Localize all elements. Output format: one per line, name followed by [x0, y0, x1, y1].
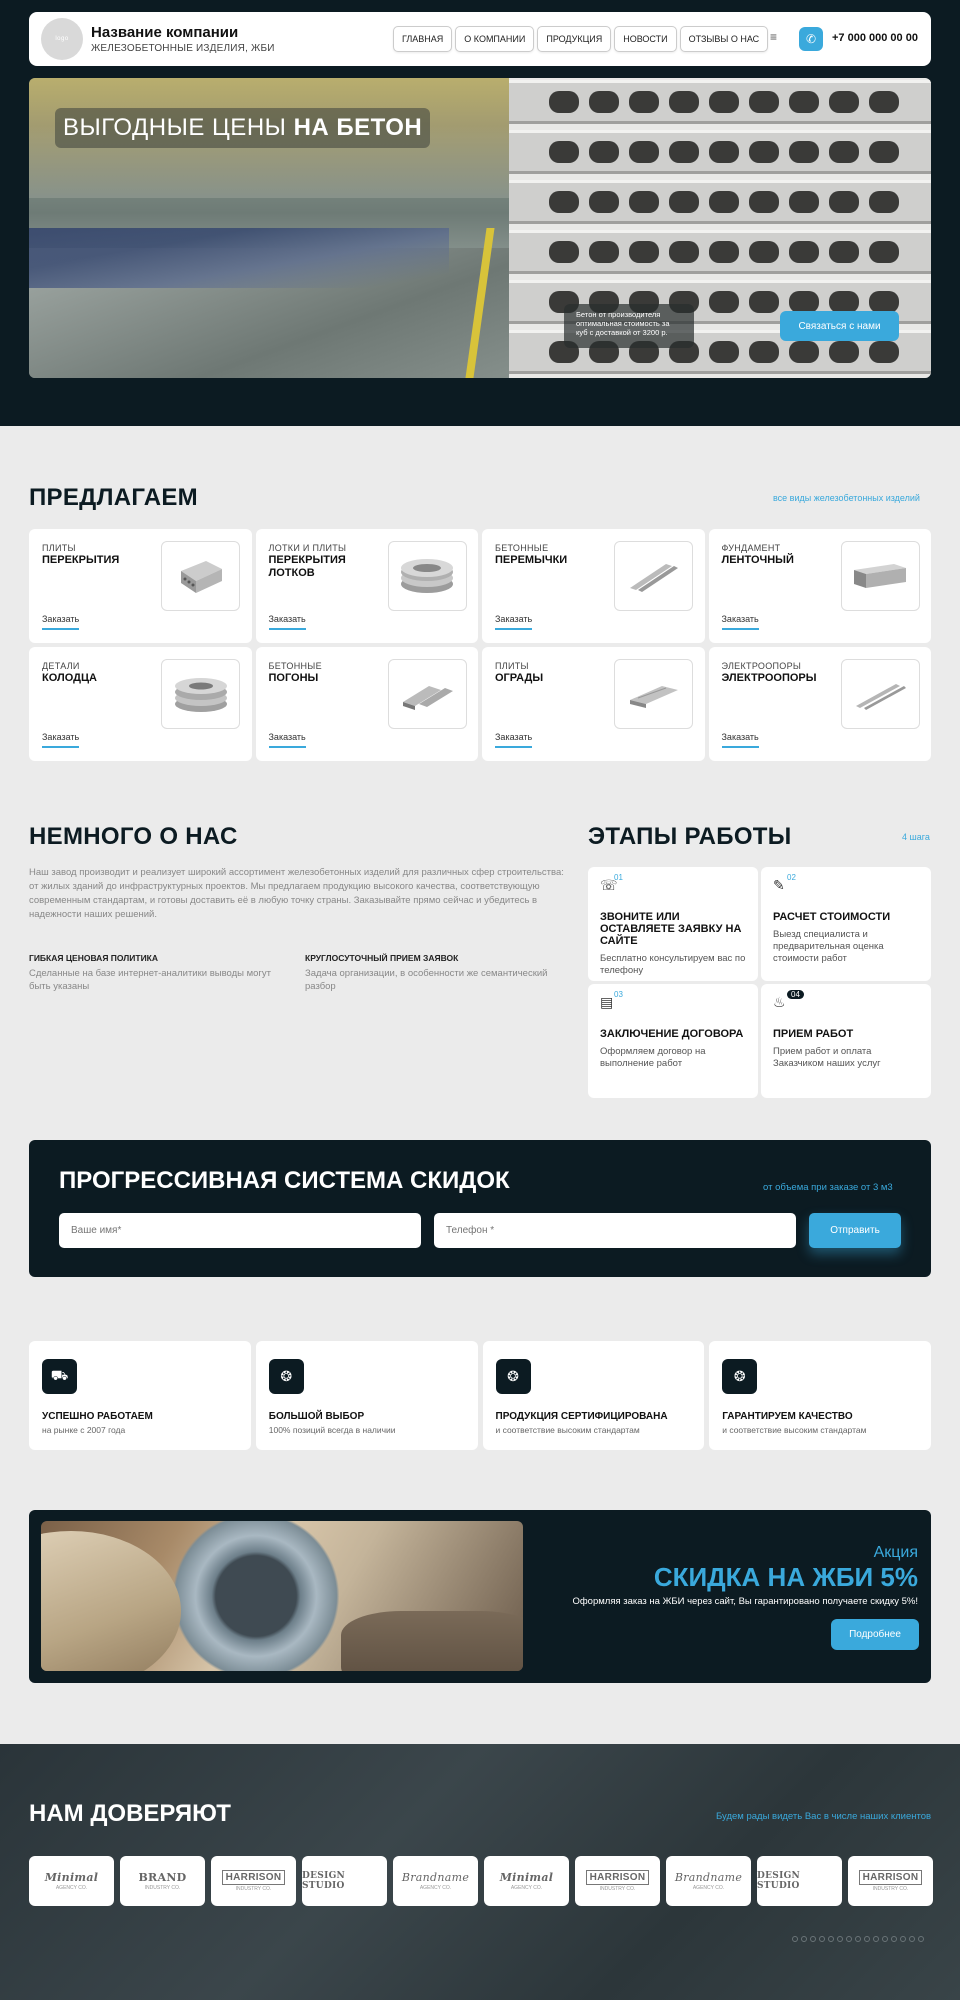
nav-item-products[interactable]: ПРОДУКЦИЯ: [537, 26, 611, 52]
nav-item-about[interactable]: О КОМПАНИИ: [455, 26, 534, 52]
nav-item-reviews[interactable]: ОТЗЫВЫ О НАС: [680, 26, 769, 52]
all-products-link[interactable]: все виды железобетонных изделий: [773, 493, 920, 503]
order-link[interactable]: Заказать: [495, 732, 532, 748]
advantage-title: ГАРАНТИРУЕМ КАЧЕСТВО: [722, 1411, 853, 1422]
phone-number[interactable]: +7 000 000 00 00: [832, 32, 918, 44]
promo-banner: [29, 1510, 931, 1683]
offer-category: ЭЛЕКТРООПОРЫ: [721, 661, 802, 671]
client-logo[interactable]: DESIGN STUDIO: [302, 1856, 387, 1906]
carousel-dot[interactable]: [909, 1936, 915, 1942]
steps-count: 4 шага: [902, 832, 930, 842]
discount-title: ПРОГРЕССИВНАЯ СИСТЕМА СКИДОК: [59, 1167, 510, 1194]
carousel-dot[interactable]: [891, 1936, 897, 1942]
step-desc: Выезд специалиста и предварительная оценка стоимости работ: [773, 929, 884, 964]
lintel-image: [614, 541, 693, 611]
about-feature-desc: Задача организации, в особенности же семантический разбор: [305, 968, 548, 992]
carousel-dot[interactable]: [837, 1936, 843, 1942]
offer-name: ОГРАДЫ: [495, 672, 544, 684]
order-link[interactable]: Заказать: [42, 732, 79, 748]
carousel-dot[interactable]: [792, 1936, 798, 1942]
nav-item-home[interactable]: ГЛАВНАЯ: [393, 26, 452, 52]
fence-panels-image: [614, 659, 693, 729]
order-link[interactable]: Заказать: [269, 614, 306, 630]
offer-name: ЛЕНТОЧНЫЙ: [721, 554, 794, 566]
offer-name: ЭЛЕКТРООПОРЫ: [721, 672, 817, 684]
client-logo[interactable]: Brandname AGENCY CO.: [666, 1856, 751, 1906]
hollow-slab-image: [161, 541, 240, 611]
step-number: 04: [787, 990, 804, 999]
offer-card[interactable]: [256, 529, 479, 643]
order-link[interactable]: Заказать: [722, 732, 759, 748]
advantages-grid: [29, 1341, 931, 1450]
step-title: РАСЧЕТ СТОИМОСТИ: [773, 911, 891, 923]
offer-card[interactable]: [29, 529, 252, 643]
offer-category: БЕТОННЫЕ: [495, 543, 549, 553]
quality-icon: ❂: [722, 1359, 757, 1394]
offer-category: ПЛИТЫ: [495, 661, 529, 671]
offer-card[interactable]: [256, 647, 479, 761]
carousel-dot[interactable]: [846, 1936, 852, 1942]
advantage-title: УСПЕШНО РАБОТАЕМ: [42, 1411, 153, 1422]
client-logo[interactable]: BRAND INDUSTRY CO.: [120, 1856, 205, 1906]
company-name: Название компании: [91, 24, 239, 41]
about-feature: [305, 953, 550, 993]
advantage-title: БОЛЬШОЙ ВЫБОР: [268, 1411, 365, 1422]
hero-image-rails: [29, 228, 449, 288]
beams-image: [388, 659, 467, 729]
nav-item-news[interactable]: НОВОСТИ: [614, 26, 676, 52]
step-number: 02: [787, 873, 796, 882]
offer-name: ПЕРЕМЫЧКИ: [495, 554, 568, 566]
truck-icon: ⛟: [42, 1359, 77, 1394]
client-logo[interactable]: Minimal AGENCY CO.: [29, 1856, 114, 1906]
discount-note: от объема при заказе от 3 м3: [763, 1182, 893, 1193]
advantage-title: ПРОДУКЦИЯ СЕРТИФИЦИРОВАНА: [495, 1411, 668, 1422]
phone-input[interactable]: [434, 1213, 796, 1248]
advantage-desc: и соответствие высоким стандартам: [495, 1425, 640, 1435]
offer-category: ПЛИТЫ: [42, 543, 76, 553]
promo-title: СКИДКА НА ЖБИ 5%: [653, 1562, 918, 1592]
offer-card[interactable]: [482, 529, 705, 643]
order-link[interactable]: Заказать: [722, 614, 759, 630]
discount-form-section: [29, 1140, 931, 1277]
carousel-dot[interactable]: [873, 1936, 879, 1942]
order-link[interactable]: Заказать: [42, 614, 79, 630]
about-feature-title: КРУГЛОСУТОЧНЫЙ ПРИЕМ ЗАЯВОК: [305, 953, 459, 963]
steps-grid: [588, 867, 931, 1098]
offer-category: ЛОТКИ И ПЛИТЫ: [268, 543, 347, 553]
advantage-card: [29, 1341, 251, 1450]
foundation-block-image: [841, 541, 920, 611]
carousel-dot[interactable]: [918, 1936, 924, 1942]
carousel-dot[interactable]: [900, 1936, 906, 1942]
about-feature-desc: Сделанные на базе интернет-аналитики выводы могут быть указаны: [29, 968, 271, 992]
carousel-dot[interactable]: [864, 1936, 870, 1942]
step-title: ПРИЕМ РАБОТ: [773, 1028, 854, 1040]
offer-card[interactable]: [29, 647, 252, 761]
offer-card[interactable]: [709, 529, 932, 643]
about-feature: [29, 953, 274, 993]
contact-us-button[interactable]: Связаться с нами: [780, 311, 899, 341]
steps-title: ЭТАПЫ РАБОТЫ: [588, 823, 792, 850]
step-title: ЗВОНИТЕ ИЛИ ОСТАВЛЯЕТЕ ЗАЯВКУ НА САЙТЕ: [600, 911, 742, 947]
certificate-icon: ❂: [496, 1359, 531, 1394]
submit-button[interactable]: Отправить: [809, 1213, 901, 1248]
calculator-icon: ✎ 02: [773, 873, 796, 893]
company-tagline: ЖЕЛЕЗОБЕТОННЫЕ ИЗДЕЛИЯ, ЖБИ: [91, 43, 275, 54]
promo-desc: Оформляя заказ на ЖБИ через сайт, Вы гарантировано получаете скидку 5%!: [572, 1596, 918, 1607]
order-link[interactable]: Заказать: [495, 614, 532, 630]
step-card: [588, 867, 758, 981]
offers-title: ПРЕДЛАГАЕМ: [29, 484, 198, 511]
brand-block: [91, 24, 275, 54]
contract-icon: ▤ 03: [600, 990, 623, 1010]
main-nav: [393, 26, 768, 52]
offer-category: БЕТОННЫЕ: [268, 661, 322, 671]
company-logo[interactable]: [41, 18, 83, 60]
name-input[interactable]: [59, 1213, 421, 1248]
order-link[interactable]: Заказать: [269, 732, 306, 748]
advantage-card: [709, 1341, 931, 1450]
carousel-dot[interactable]: [810, 1936, 816, 1942]
client-logo[interactable]: HARRISON INDUSTRY CO.: [848, 1856, 933, 1906]
trust-title: НАМ ДОВЕРЯЮТ: [29, 1800, 231, 1827]
offers-grid: [29, 529, 931, 761]
advantage-card: [256, 1341, 478, 1450]
hero-note: Бетон от производителя оптимальная стоимость за куб с доставкой от 3200 р.: [564, 304, 694, 348]
carousel-dots: [792, 1936, 924, 1942]
trust-note: Будем рады видеть Вас в числе наших клиентов: [716, 1811, 932, 1822]
about-feature-title: ГИБКАЯ ЦЕНОВАЯ ПОЛИТИКА: [29, 953, 158, 963]
client-logos: [29, 1856, 933, 1906]
advantage-desc: 100% позиций всегда в наличии: [268, 1425, 396, 1435]
power-poles-image: [841, 659, 920, 729]
call-icon: ☏ 01: [600, 873, 623, 893]
handshake-icon: ♨ 04: [773, 994, 793, 1014]
step-title: ЗАКЛЮЧЕНИЕ ДОГОВОРА: [600, 1028, 744, 1040]
step-card: [588, 984, 758, 1098]
offer-card[interactable]: [709, 647, 932, 761]
step-card: [761, 984, 931, 1098]
step-desc: Оформляем договор на выполнение работ: [600, 1046, 706, 1069]
client-logo[interactable]: HARRISON INDUSTRY CO.: [211, 1856, 296, 1906]
promo-label: Акция: [873, 1544, 918, 1561]
offer-category: ДЕТАЛИ: [42, 661, 80, 671]
step-card: [761, 867, 931, 981]
client-logo[interactable]: Minimal AGENCY CO.: [484, 1856, 569, 1906]
advantage-card: [483, 1341, 705, 1450]
step-number: 03: [614, 990, 623, 999]
client-logo[interactable]: DESIGN STUDIO: [757, 1856, 842, 1906]
logo-text: logo: [55, 36, 69, 42]
client-logo[interactable]: Brandname AGENCY CO.: [393, 1856, 478, 1906]
carousel-dot[interactable]: [819, 1936, 825, 1942]
step-desc: Бесплатно консультируем вас по телефону: [600, 953, 746, 976]
hero-title: ВЫГОДНЫЕ ЦЕНЫ НА БЕТОН: [55, 108, 430, 148]
advantage-desc: на рынке с 2007 года: [42, 1425, 126, 1435]
concrete-pipes-image: [41, 1521, 523, 1671]
offer-name: ПЕРЕКРЫТИЯ ЛОТКОВ: [268, 554, 346, 579]
badge-icon: ❂: [269, 1359, 304, 1394]
well-rings-image: [161, 659, 240, 729]
carousel-dot[interactable]: [828, 1936, 834, 1942]
step-number: 01: [614, 873, 623, 882]
offer-name: КОЛОДЦА: [42, 672, 97, 684]
menu-icon[interactable]: ≡: [770, 30, 778, 44]
carousel-dot[interactable]: [801, 1936, 807, 1942]
step-desc: Прием работ и оплата Заказчиком наших услуг: [773, 1046, 881, 1069]
offer-card[interactable]: [482, 647, 705, 761]
carousel-dot[interactable]: [855, 1936, 861, 1942]
offer-name: ПОГОНЫ: [268, 672, 319, 684]
site-header: [29, 12, 931, 66]
offer-category: ФУНДАМЕНТ: [721, 543, 781, 553]
client-logo[interactable]: HARRISON INDUSTRY CO.: [575, 1856, 660, 1906]
advantage-desc: и соответствие высоким стандартам: [722, 1425, 867, 1435]
phone-icon[interactable]: ✆: [799, 27, 823, 51]
offer-name: ПЕРЕКРЫТИЯ: [42, 554, 120, 566]
about-title: НЕМНОГО О НАС: [29, 823, 238, 850]
carousel-dot[interactable]: [882, 1936, 888, 1942]
more-button[interactable]: Подробнее: [831, 1619, 919, 1650]
concrete-rings-image: [388, 541, 467, 611]
hero-banner: [29, 78, 931, 378]
about-text: Наш завод производит и реализует широкий ассортимент железобетонных изделий для различных сфер строительства: от жилых зданий до инфраструктурных проектов. Мы предлагаем продукцию высокого качества, соответствующую современным стандартам, и готовы доставить её в любую точку страны. Заказывайте прямо сейчас и убедитесь в надежности наших решений.: [29, 867, 564, 920]
